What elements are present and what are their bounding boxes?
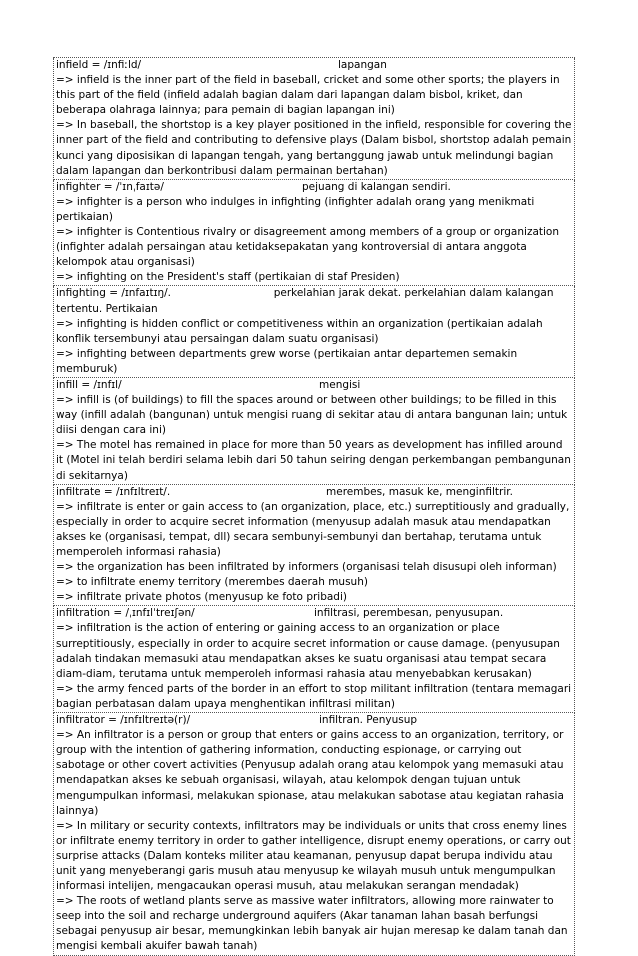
headword: infield = /ɪnfiːld/ <box>56 59 142 71</box>
definition-line: => infighter is a person who indulges in infighting (infighter adalah orang yang menikmati pertikaian) <box>56 195 535 223</box>
entry-infiltrator <box>53 713 575 956</box>
dictionary-page <box>53 57 575 956</box>
example-line: => The motel has remained in place for more than 50 years as development has infilled around it (Motel ini telah berdiri selama lebih dari 50 tahun seiring dengan perkembangan pembangunan di sekitarnya) <box>56 439 571 482</box>
definition-line: => infield is the inner part of the field in baseball, cricket and some other sports; the players in this part of the field (infield adalah bagian dalam dari lapangan dalam bisbol, kriket, dan beberapa olahraga lainnya; para pemain di bagian lapangan ini) <box>56 74 560 117</box>
headword: infill = /ɪnfɪl/ <box>56 378 122 391</box>
headword: infighter = /ˈɪnˌfaɪtə/ <box>56 180 164 193</box>
example-line: => infiltrate private photos (menyusup ke foto pribadi) <box>56 591 347 604</box>
example-line: => to infiltrate enemy territory (merembes daerah musuh) <box>56 576 368 589</box>
meaning: infiltran. Penyusup <box>319 714 418 727</box>
headword: infighting = /ɪnfaɪtɪŋ/. <box>56 287 172 300</box>
meaning: merembes, masuk ke, menginfiltrir. <box>326 485 513 498</box>
example-line: => infighting between departments grew worse (pertikaian antar departemen semakin memburuk) <box>56 347 518 375</box>
definition-line: => infill is (of buildings) to fill the spaces around or between other buildings; to be filled in this way (infill adalah (bangunan) untuk mengisi ruang di sekitar atau di antara bangunan lain; untuk diisi dengan cara ini) <box>56 394 568 437</box>
definition-line: => infighting is hidden conflict or competitiveness within an organization (pertikaian adalah konflik tersembunyi atau persaingan dalam suatu organisasi) <box>56 317 543 345</box>
entry-heading <box>56 485 572 500</box>
entry-infighting <box>53 286 575 378</box>
example-line: => infighting on the President's staff (pertikaian di staf Presiden) <box>56 271 400 284</box>
entry-heading <box>56 286 572 316</box>
definition-line: => In military or security contexts, infiltrators may be individuals or units that cross enemy lines or infiltrate enemy territory in order to gather intelligence, disrupt enemy operations, or carry out surprise attacks (Dalam konteks militer atau keamanan, penyusup dapat berupa individu atau unit yang menyeberangi garis musuh atau menyusup ke wilayah musuh untuk mengumpulkan informasi intelijen, mengacaukan operasi musuh, atau melakukan serangan mendadak) <box>56 819 571 893</box>
definition-line: => An infiltrator is a person or group that enters or gains access to an organization, territory, or group with the intention of gathering information, conducting espionage, or carrying out sabotage or other covert activities (Penyusup adalah orang atau kelompok yang memasuki atau mendapatkan akses ke sebuah organisasi, wilayah, atau kelompok dengan tujuan untuk mengumpulkan informasi, melakukan spionase, atau melakukan sabotase atau kegiatan rahasia lainnya) <box>56 729 564 817</box>
meaning: pejuang di kalangan sendiri. <box>302 180 451 193</box>
meaning: mengisi <box>319 378 361 391</box>
definition-line: => infighter is Contentious rivalry or disagreement among members of a group or organization (infighter adalah persaingan atau ketidaksepakatan yang kontroversial di antara anggota kelompok atau organisasi) <box>56 226 560 269</box>
entry-infighter <box>53 180 575 287</box>
definition-line: => infiltration is the action of entering or gaining access to an organization or place surreptitiously, especially in order to acquire secret information or cause damage. (penyusupan adalah tindakan memasuki atau mendapatkan akses ke suatu organisasi atau tempat secara diam-diam, terutama untuk memperoleh informasi rahasia atau menyebabkan kerusakan) <box>56 622 560 680</box>
entry-infiltration <box>53 606 575 713</box>
entry-heading <box>56 378 572 393</box>
headword: infiltration = /ˌɪnfɪlˈtreɪʃən/ <box>56 607 195 620</box>
entry-heading <box>56 606 572 621</box>
definition-line: => infiltrate is enter or gain access to (an organization, place, etc.) surreptitiously and gradually, especially in order to acquire secret information (menyusup adalah masuk atau mendapatkan akses ke (organisasi, tempat, dll) secara sembunyi-sembunyi dan bertahap, terutama untuk memperoleh informasi rahasia) <box>56 500 570 558</box>
meaning: infiltrasi, perembesan, penyusupan. <box>314 607 504 620</box>
example-line: => In baseball, the shortstop is a key player positioned in the infield, responsible for covering the inner part of the field and contributing to defensive plays (Dalam bisbol, shortstop adalah pemain kunci yang diposisikan di lapangan tengah, yang bertanggung jawab untuk melindungi bagian dalam lapangan dan berkontribusi dalam permainan bertahan) <box>56 119 572 177</box>
meaning: lapangan <box>338 59 387 71</box>
meaning: perkelahian jarak dekat. perkelahian dalam kalangan tertentu. Pertikaian <box>56 287 554 315</box>
entry-heading <box>56 58 572 73</box>
example-line: => The roots of wetland plants serve as massive water infiltrators, allowing more rainwater to seep into the soil and recharge underground aquifers (Akar tanaman lahan basah berfungsi sebagai penyusup air besar, memungkinkan lebih banyak air hujan meresap ke dalam tanah dan mengisi kembali akuifer bawah tanah) <box>56 895 568 953</box>
entry-infiltrate <box>53 485 575 607</box>
headword: infiltrator = /ɪnfɪltreɪtə(r)/ <box>56 714 191 727</box>
example-line: => the organization has been infiltrated by informers (organisasi telah disusupi oleh informan) <box>56 561 557 574</box>
headword: infiltrate = /ɪnfɪltreɪt/. <box>56 485 171 498</box>
entry-infill <box>53 378 575 485</box>
entry-heading <box>56 713 572 728</box>
example-line: => the army fenced parts of the border in an effort to stop militant infiltration (tentara memagari bagian perbatasan dalam upaya menghentikan infiltrasi militan) <box>56 682 572 710</box>
entry-heading <box>56 180 572 195</box>
entry-infield <box>53 58 575 180</box>
